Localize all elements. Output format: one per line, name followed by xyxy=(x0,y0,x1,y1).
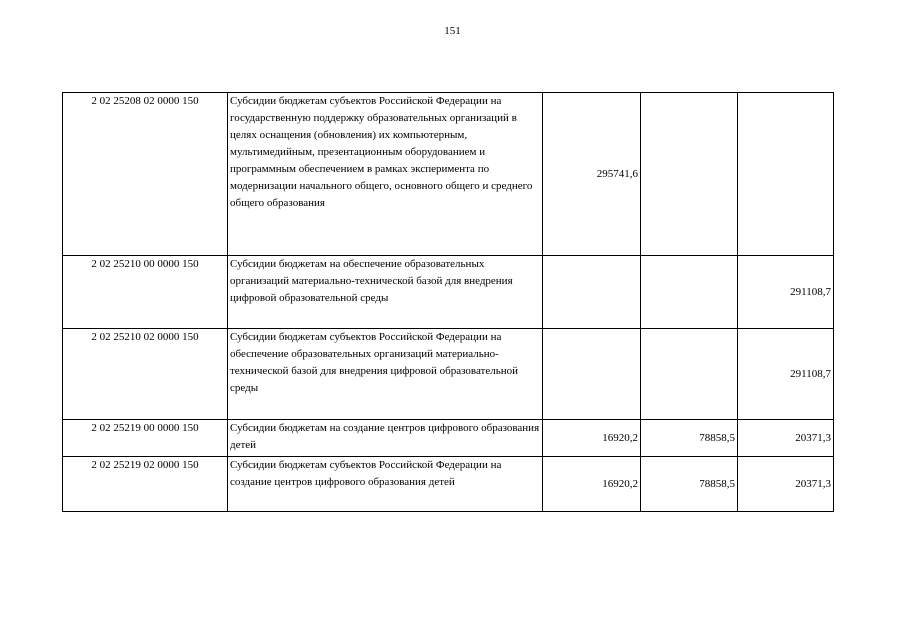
table-row xyxy=(63,256,834,329)
budget-code-cell: 2 02 25210 00 0000 150 xyxy=(63,256,228,329)
value-cell-col2 xyxy=(641,256,738,329)
budget-code-cell: 2 02 25208 02 0000 150 xyxy=(63,93,228,256)
description-cell: Субсидии бюджетам субъектов Российской Федерации на государственную поддержку образовательных организаций в целях оснащения (обновления) их компьютерным, мультимедийным, презентационным оборудованием и программным обеспечением в рамках эксперимента по модернизации начального общего, основного общего и среднего общего образования xyxy=(228,93,543,256)
table-row xyxy=(63,457,834,512)
value-cell-col3 xyxy=(738,93,834,256)
page-number: 151 xyxy=(444,25,461,37)
table-row xyxy=(63,329,834,420)
description-cell: Субсидии бюджетам субъектов Российской Федерации на обеспечение образовательных организаций материально-технической базой для внедрения цифровой образовательной среды xyxy=(228,329,543,420)
value-cell-col3: 20371,3 xyxy=(738,420,834,457)
value-cell-col1: 16920,2 xyxy=(543,457,641,512)
budget-code-cell: 2 02 25219 00 0000 150 xyxy=(63,420,228,457)
budget-code-cell: 2 02 25210 02 0000 150 xyxy=(63,329,228,420)
table-row xyxy=(63,93,834,256)
budget-code-cell: 2 02 25219 02 0000 150 xyxy=(63,457,228,512)
value-cell-col3: 291108,7 xyxy=(738,329,834,420)
description-cell: Субсидии бюджетам на создание центров цифрового образования детей xyxy=(228,420,543,457)
value-cell-col3: 291108,7 xyxy=(738,256,834,329)
budget-table xyxy=(62,92,834,512)
value-cell-col1: 295741,6 xyxy=(543,93,641,256)
description-cell: Субсидии бюджетам субъектов Российской Федерации на создание центров цифрового образования детей xyxy=(228,457,543,512)
value-cell-col1 xyxy=(543,256,641,329)
value-cell-col1: 16920,2 xyxy=(543,420,641,457)
value-cell-col2: 78858,5 xyxy=(641,420,738,457)
description-cell: Субсидии бюджетам на обеспечение образовательных организаций материально-технической базой для внедрения цифровой образовательной среды xyxy=(228,256,543,329)
value-cell-col2: 78858,5 xyxy=(641,457,738,512)
value-cell-col2 xyxy=(641,329,738,420)
value-cell-col2 xyxy=(641,93,738,256)
value-cell-col1 xyxy=(543,329,641,420)
value-cell-col3: 20371,3 xyxy=(738,457,834,512)
table-row xyxy=(63,420,834,457)
